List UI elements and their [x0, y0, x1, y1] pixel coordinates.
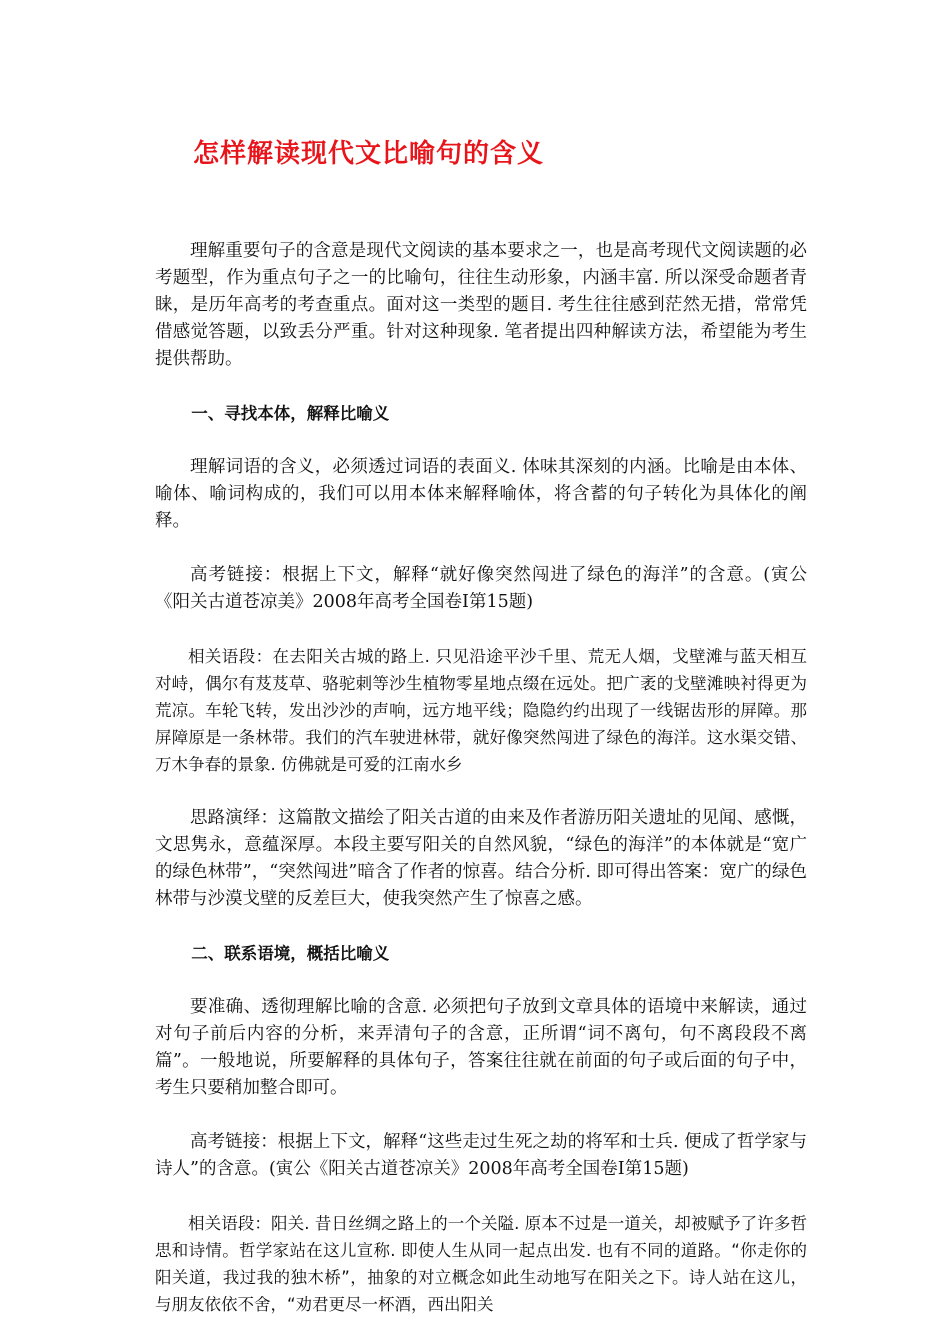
- page-title: 怎样解读现代文比喻句的含义: [193, 139, 545, 169]
- related-passage-1: 相关语段：在去阳关古城的路上. 只见沿途平沙千里、荒无人烟，戈壁滩与蓝天相互对峙，偶尔有芨芨草、骆驼刺等沙生植物零星地点缀在远处。把广袤的戈壁滩映衬得更为荒凉。车轮飞转，发出沙沙的声响，远方地平线；隐隐约约出现了一线锯齿形的屏障。那屏障原是一条林带。我们的汽车驶进林带，就好像突然闯进了绿色的海洋。这水渠交错、万木争春的景象. 仿佛就是可爱的江南水乡: [155, 647, 807, 774]
- section-heading-1: 一、寻找本体，解释比喻义: [191, 404, 390, 423]
- section-heading-2: 二、联系语境，概括比喻义: [191, 944, 390, 963]
- related-passage-2: 相关语段：阳关. 昔日丝绸之路上的一个关隘. 原本不过是一道关，却被赋予了许多哲思和诗情。哲学家站在这儿宣称. 即使人生从同一起点出发. 也有不同的道路。“你走你的阳关道，我过我的独木桥”，抽象的对立概念如此生动地写在阳关之下。诗人站在这儿，与朋友依依不舍，“劝君更尽一杯酒，西出阳关: [155, 1214, 807, 1314]
- article-body: [155, 238, 807, 1318]
- exam-link-paragraph-2: 高考链接：根据上下文，解释“这些走过生死之劫的将军和士兵. 便成了哲学家与诗人”的含意。(寅公《阳关古道苍凉关》2008年高考全国卷Ⅰ第15题): [155, 1132, 807, 1179]
- intro-paragraph: 理解重要句子的含意是现代文阅读的基本要求之一，也是高考现代文阅读题的必考题型，作为重点句子之一的比喻句，往往生动形象，内涵丰富. 所以深受命题者青睐，是历年高考的考查重点。面对这一类型的题目. 考生往往感到茫然无措，常常凭借感觉答题，以致丢分严重。针对这种现象. 笔者提出四种解读方法，希望能为考生提供帮助。: [155, 241, 807, 369]
- exam-link-paragraph-1: 高考链接：根据上下文，解释“就好像突然闯进了绿色的海洋”的含意。(寅公《阳关古道苍凉美》2008年高考全国卷Ⅰ第15题): [155, 565, 807, 612]
- section2-paragraph: 要准确、透彻理解比喻的含意. 必须把句子放到文章具体的语境中来解读，通过对句子前后内容的分析，来弄清句子的含意，正所谓“词不离句，句不离段段不离篇”。一般地说，所要解释的具体句子，答案往往就在前面的句子或后面的句子中，考生只要稍加整合即可。: [155, 997, 807, 1098]
- section1-paragraph: 理解词语的含义，必须透过词语的表面义. 体味其深刻的内涵。比喻是由本体、喻体、喻词构成的，我们可以用本体来解释喻体，将含蓄的句子转化为具体化的阐释。: [155, 457, 807, 531]
- analysis-paragraph-1: 思路演绎：这篇散文描绘了阳关古道的由来及作者游历阳关遗址的见闻、感慨，文思隽永，意蕴深厚。本段主要写阳关的自然风貌，“绿色的海洋”的本体就是“宽广的绿色林带”，“突然闯进”暗含了作者的惊喜。结合分析. 即可得出答案：宽广的绿色林带与沙漠戈壁的反差巨大，使我突然产生了惊喜之感。: [155, 808, 807, 909]
